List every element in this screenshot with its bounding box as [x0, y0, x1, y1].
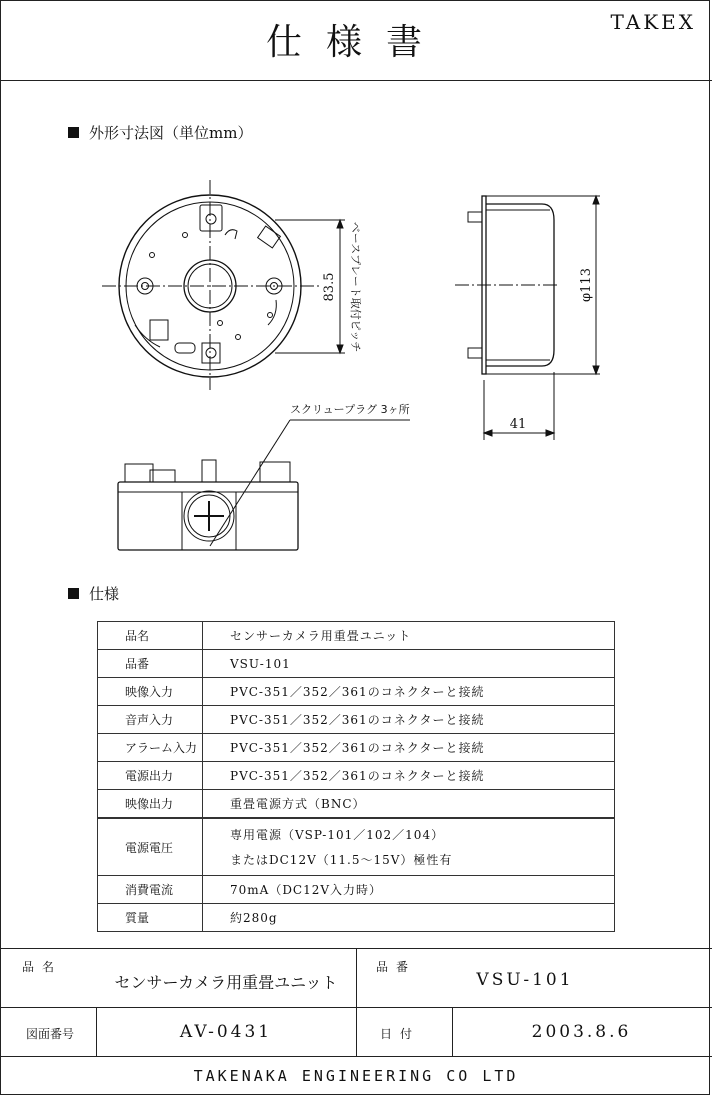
square-bullet-icon — [68, 127, 79, 138]
product-name: センサーカメラ用重畳ユニット — [114, 973, 338, 992]
brand-name: TAKEX — [610, 10, 696, 34]
spec-value: PVC-351／352／361のコネクターと接続 — [203, 762, 615, 790]
front-view-drawing — [90, 175, 420, 405]
table-row — [98, 762, 615, 790]
table-row — [98, 818, 615, 876]
table-row — [98, 622, 615, 650]
pitch-dimension: 83.5 — [322, 272, 337, 302]
table-row — [98, 678, 615, 706]
spec-key: 映像入力 — [98, 678, 203, 706]
spec-value: 70mA（DC12V入力時） — [203, 876, 615, 904]
header-divider — [0, 80, 712, 81]
spec-value: センサーカメラ用重畳ユニット — [203, 622, 615, 650]
company-name: TAKENAKA ENGINEERING CO LTD — [193, 1067, 519, 1085]
footer-divider-center — [356, 948, 357, 1056]
section-spec-label: 仕様 — [89, 585, 120, 603]
drawing-no-label: 図面番号 — [26, 1027, 75, 1041]
spec-value: PVC-351／352／361のコネクターと接続 — [203, 706, 615, 734]
table-row — [98, 650, 615, 678]
spec-table — [97, 621, 615, 932]
table-row — [98, 706, 615, 734]
table-row — [98, 734, 615, 762]
pitch-label: ベースプレート取付ピッチ — [349, 221, 362, 353]
spec-key: 電源出力 — [98, 762, 203, 790]
drawing-no: AV-0431 — [179, 1022, 273, 1042]
bottom-view-drawing — [110, 398, 430, 568]
spec-value: VSU-101 — [203, 650, 615, 678]
screw-plug-note: スクリュープラグ 3ヶ所 — [290, 403, 410, 416]
spec-value: 約280g — [203, 904, 615, 932]
date: 2003.8.6 — [531, 1022, 632, 1042]
spec-key: 音声入力 — [98, 706, 203, 734]
table-row — [98, 904, 615, 932]
spec-key: 質量 — [98, 904, 203, 932]
spec-key: 映像出力 — [98, 790, 203, 819]
spec-value-line: またはDC12V（11.5～15V）極性有 — [230, 853, 453, 867]
spec-value: 重畳電源方式（BNC） — [203, 790, 615, 819]
spec-key: 品名 — [98, 622, 203, 650]
spec-key: 品番 — [98, 650, 203, 678]
product-no: VSU-101 — [476, 970, 574, 990]
depth-dimension: 41 — [509, 417, 527, 432]
section-dimensions — [68, 122, 252, 143]
date-label: 日付 — [380, 1027, 421, 1041]
section-spec — [68, 583, 119, 604]
square-bullet-icon — [68, 588, 79, 599]
spec-value: PVC-351／352／361のコネクターと接続 — [203, 734, 615, 762]
spec-value-line: 専用電源（VSP-101／102／104） — [230, 828, 445, 842]
table-row — [98, 790, 615, 819]
product-no-label: 品番 — [376, 960, 417, 974]
document-title: 仕様書 — [265, 22, 446, 63]
side-view-drawing — [450, 190, 620, 440]
spec-value — [203, 818, 615, 876]
footer-divider-bottom — [0, 1056, 712, 1057]
product-name-label: 品名 — [22, 960, 63, 974]
spec-value: PVC-351／352／361のコネクターと接続 — [203, 678, 615, 706]
spec-key: 電源電圧 — [98, 818, 203, 876]
section-dimensions-label: 外形寸法図（単位mm） — [89, 124, 253, 142]
table-row — [98, 876, 615, 904]
spec-key: アラーム入力 — [98, 734, 203, 762]
spec-key: 消費電流 — [98, 876, 203, 904]
diameter-dimension: φ113 — [579, 268, 594, 302]
